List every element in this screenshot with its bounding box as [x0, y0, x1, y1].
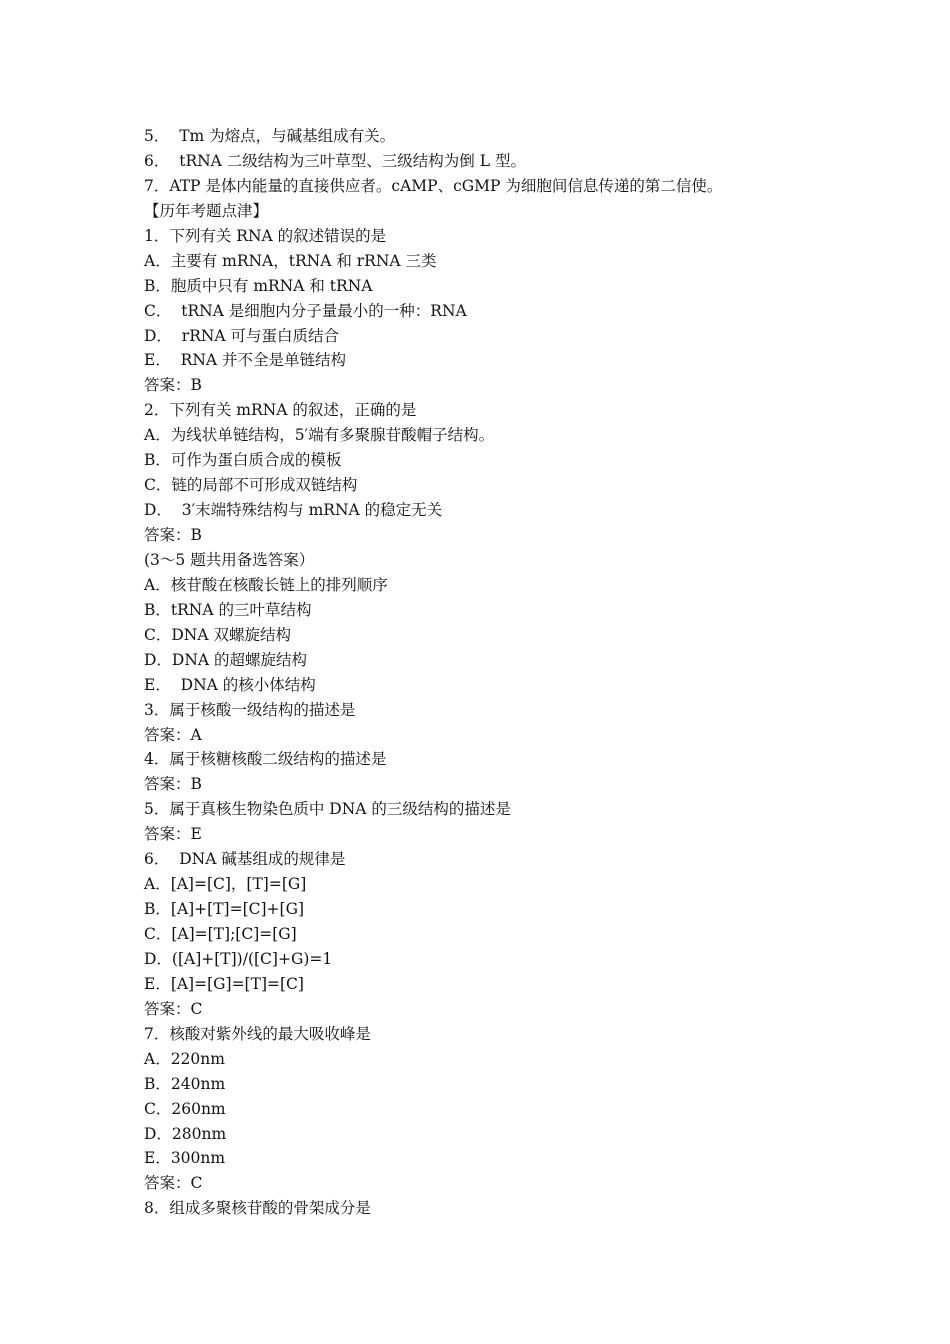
text-line: D．DNA 的超螺旋结构	[144, 650, 308, 669]
text-line: A．[A]=[C]，[T]=[G]	[144, 875, 307, 894]
text-line: A．主要有 mRNA，tRNA 和 rRNA 三类	[144, 251, 437, 270]
text-line: 答案：C	[144, 999, 203, 1018]
text-line: B．240nm	[144, 1074, 226, 1093]
text-line: D． 3′末端特殊结构与 mRNA 的稳定无关	[144, 501, 443, 520]
text-line: B．胞质中只有 mRNA 和 tRNA	[144, 276, 373, 295]
text-line: 答案：B	[144, 775, 202, 794]
text-line: A．为线状单链结构，5′端有多聚腺苷酸帽子结构。	[144, 426, 495, 445]
text-line: 8．组成多聚核苷酸的骨架成分是	[144, 1199, 371, 1218]
text-line: E．300nm	[144, 1149, 226, 1168]
text-line: 答案：B	[144, 526, 202, 544]
text-line: C． tRNA 是细胞内分子量最小的一种：RNA	[144, 301, 467, 320]
text-line: 5．属于真核生物染色质中 DNA 的三级结构的描述是	[144, 800, 511, 819]
text-line: B．[A]+[T]=[C]+[G]	[144, 900, 305, 919]
text-line: A．220nm	[144, 1049, 225, 1068]
text-line: C．260nm	[144, 1099, 226, 1118]
text-line: C．DNA 双螺旋结构	[144, 625, 291, 644]
text-line: (3～5 题共用备选答案）	[144, 550, 315, 569]
text-line: D． rRNA 可与蛋白质结合	[144, 326, 340, 345]
text-line: 【历年考题点津】	[144, 201, 269, 220]
text-line: 5． Tm 为熔点，与碱基组成有关。	[144, 127, 396, 145]
text-line: B．可作为蛋白质合成的模板	[144, 451, 342, 470]
text-line: E． RNA 并不全是单链结构	[144, 351, 347, 370]
text-line: A．核苷酸在核酸长链上的排列顺序	[144, 575, 388, 594]
text-line: C．[A]=[T];[C]=[G]	[144, 925, 297, 943]
text-line: D．280nm	[144, 1124, 227, 1143]
text-line: 答案：C	[144, 1174, 203, 1193]
text-line: 4．属于核糖核酸二级结构的描述是	[144, 750, 387, 769]
text-line: 答案：E	[144, 825, 202, 844]
text-line: E．[A]=[G]=[T]=[C]	[144, 974, 304, 993]
text-line: 7．ATP 是体内能量的直接供应者。cAMP、cGMP 为细胞间信息传递的第二信使。	[144, 176, 723, 195]
text-line: 答案：B	[144, 376, 202, 395]
text-line: 3．属于核酸一级结构的描述是	[144, 700, 356, 719]
text-line: B．tRNA 的三叶草结构	[144, 600, 312, 619]
text-line: D．([A]+[T])/([C]+G)=1	[144, 949, 333, 968]
text-line: 1．下列有关 RNA 的叙述错误的是	[144, 226, 387, 245]
text-line: C．链的局部不可形成双链结构	[144, 476, 358, 495]
text-line: 7．核酸对紫外线的最大吸收峰是	[144, 1024, 371, 1043]
text-line: 6． tRNA 二级结构为三叶草型、三级结构为倒 L 型。	[144, 151, 526, 170]
text-line: 2．下列有关 mRNA 的叙述，正确的是	[144, 401, 417, 420]
text-line: 6． DNA 碱基组成的规律是	[144, 850, 346, 869]
text-line: 答案：A	[144, 725, 202, 744]
text-line: E． DNA 的核小体结构	[144, 675, 316, 694]
document-body	[144, 124, 824, 1221]
